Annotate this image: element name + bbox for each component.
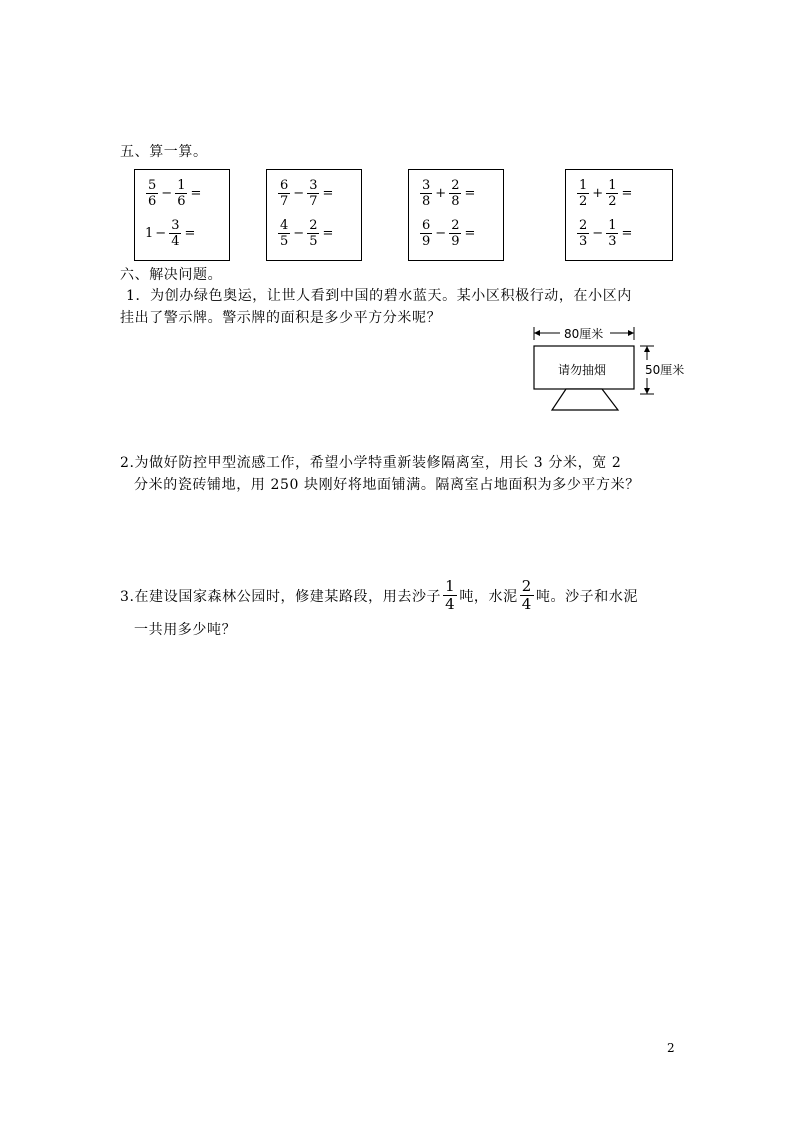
q3-cement-fraction: 2 4 bbox=[521, 577, 532, 613]
q1-line2: 挂出了警示牌。警示牌的面积是多少平方分米呢？ bbox=[120, 310, 442, 326]
calc-box-3 bbox=[408, 169, 504, 261]
section5-title: 五、算一算。 bbox=[120, 144, 208, 160]
q3-sand-fraction: 1 4 bbox=[445, 577, 456, 613]
expr-2-1: $\frac{6}{7}$ − $\frac{3}{7}$ = bbox=[280, 178, 334, 209]
section6-title: 六、解决问题。 bbox=[120, 267, 223, 283]
q2-line2: 分米的瓷砖铺地，用 250 块刚好将地面铺满。隔离室占地面积为多少平方米？ bbox=[134, 477, 640, 493]
expr-4-2: $\frac{2}{3}$ − $\frac{1}{3}$ = bbox=[579, 218, 633, 249]
calc-box-1 bbox=[134, 169, 230, 261]
sign-height-label: 50厘米 bbox=[645, 363, 685, 377]
expr-3-2: $\frac{6}{9}$ − $\frac{2}{9}$ = bbox=[422, 218, 476, 249]
sign-width-label: 80厘米 bbox=[564, 327, 604, 341]
q2-line1: 2.为做好防控甲型流感工作，希望小学特重新装修隔离室，用长 3 分米，宽 2 bbox=[120, 455, 622, 471]
page-number: 2 bbox=[667, 1041, 675, 1055]
expr-4-1: $\frac{1}{2}$ + $\frac{1}{2}$ = bbox=[579, 178, 633, 209]
expr-3-1: $\frac{3}{8}$ + $\frac{2}{8}$ = bbox=[422, 178, 476, 209]
q3-part2: 吨，水泥 bbox=[459, 588, 518, 605]
expr-1-2: 1 − $\frac{3}{4}$ = bbox=[145, 218, 196, 249]
calc-box-4 bbox=[565, 169, 673, 261]
sign-text: 请勿抽烟 bbox=[558, 363, 607, 377]
q1-line1: 1．为创办绿色奥运，让世人看到中国的碧水蓝天。某小区积极行动，在小区内 bbox=[126, 288, 632, 304]
expr-1-1: $\frac{5}{6}$ − $\frac{1}{6}$ = bbox=[148, 178, 202, 209]
q3-part3: 吨。沙子和水泥 bbox=[535, 588, 639, 605]
calc-box-2 bbox=[266, 169, 362, 261]
q3-line2: 一共用多少吨？ bbox=[134, 622, 237, 638]
expr-2-2: $\frac{4}{5}$ − $\frac{2}{5}$ = bbox=[280, 218, 334, 249]
q3-part1: 3.在建设国家森林公园时，修建某路段，用去沙子 bbox=[120, 588, 442, 605]
q3-line1 bbox=[120, 578, 638, 613]
